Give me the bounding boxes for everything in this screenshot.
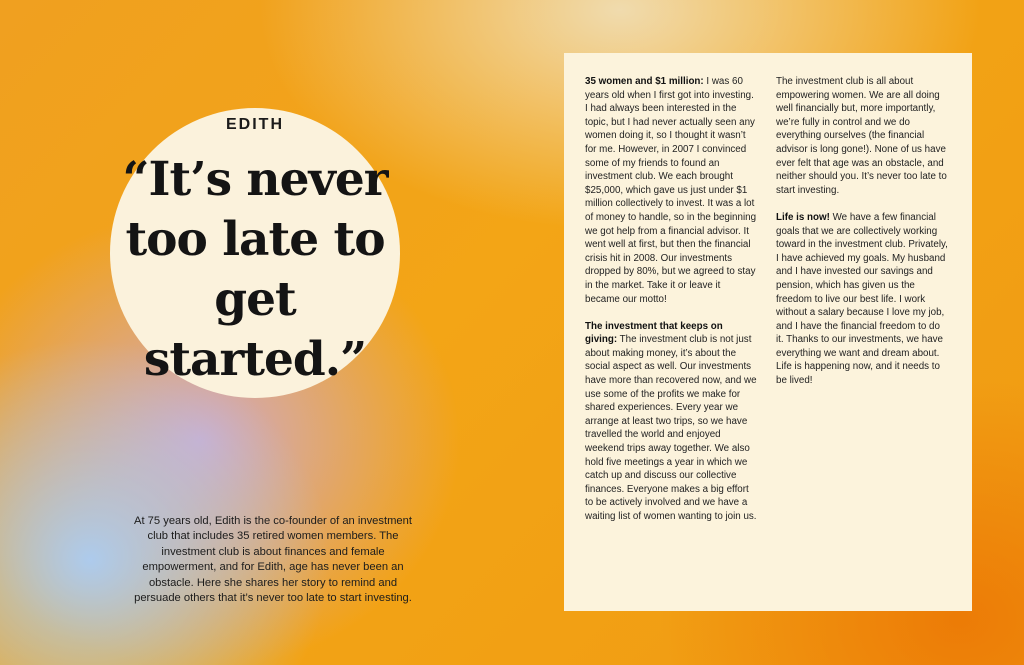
article-paragraph: [776, 75, 948, 197]
article-paragraph: [585, 75, 757, 306]
profile-name: EDITH: [226, 116, 284, 133]
paragraph-body: We have a few financial goals that we are collectively working toward in the investment club. Privately, I have achieved my goals. My husband and I have invested our savings and pension, which has given us the freedom to live our best life. I work without a salary because I love my job, and I have the financial freedom to do it. Thanks to our investments, we have everything we want and dream about. Life is happening now, and it needs to be lived!: [776, 211, 948, 387]
article-panel: [564, 53, 972, 611]
article-column-right: [776, 75, 948, 401]
article-column-left: [585, 75, 757, 537]
paragraph-body: The investment club is not just about making money, it’s about the social aspect as well. Our investments have more than recovered now, and we use some of the profits we make for shared experiences. Every year we arrange at least two trips, so we have travelled the world and enjoyed weekend trips away together. We also hold five meetings a year in which we catch up and discuss our collective finances. Everyone makes a big effort to be actively involved and we have a waiting list of women wanting to join us.: [585, 334, 757, 522]
intro-text: At 75 years old, Edith is the co-founder of an investment club that includes 35 retired women members. The investment club is about finances and female empowerment, and for Edith, age has never been an obstacle. Here she shares her story to remind and persuade others that it’s never too late to start investing.: [134, 515, 412, 605]
article-paragraph: [776, 211, 948, 388]
paragraph-heading: Life is now!: [776, 211, 830, 223]
paragraph-heading: The investment that keeps on giving:: [585, 320, 723, 346]
paragraph-body: I was 60 years old when I first got into investing. I had always been interested in the topic, but I had never actually seen any women doing it, so I thought it wasn’t for me. However, in 2007 I convinced some of my friends to found an investment club. We each brought $25,000, which gave us just under $1 million collectively to invest. It was a lot of money to handle, so in the beginning we got help from a financial advisor. It went well at first, but then the financial crisis hit in 2008. Our investments dropped by 80%, but we agreed to stay in the market. Take it or leave it became our motto!: [585, 76, 757, 305]
pull-quote: “It’s never too late to get started.”: [122, 152, 388, 387]
article-paragraph: [585, 320, 757, 524]
paragraph-body: The investment club is all about empowering women. We are all doing well financially but, more importantly, we’re fully in control and we do everything ourselves (the financial advisor is long gone!). None of us have ever felt that age was an obstacle, and neither should you. It’s never too late to start investing.: [776, 76, 947, 196]
paragraph-heading: 35 women and $1 million:: [585, 76, 704, 87]
